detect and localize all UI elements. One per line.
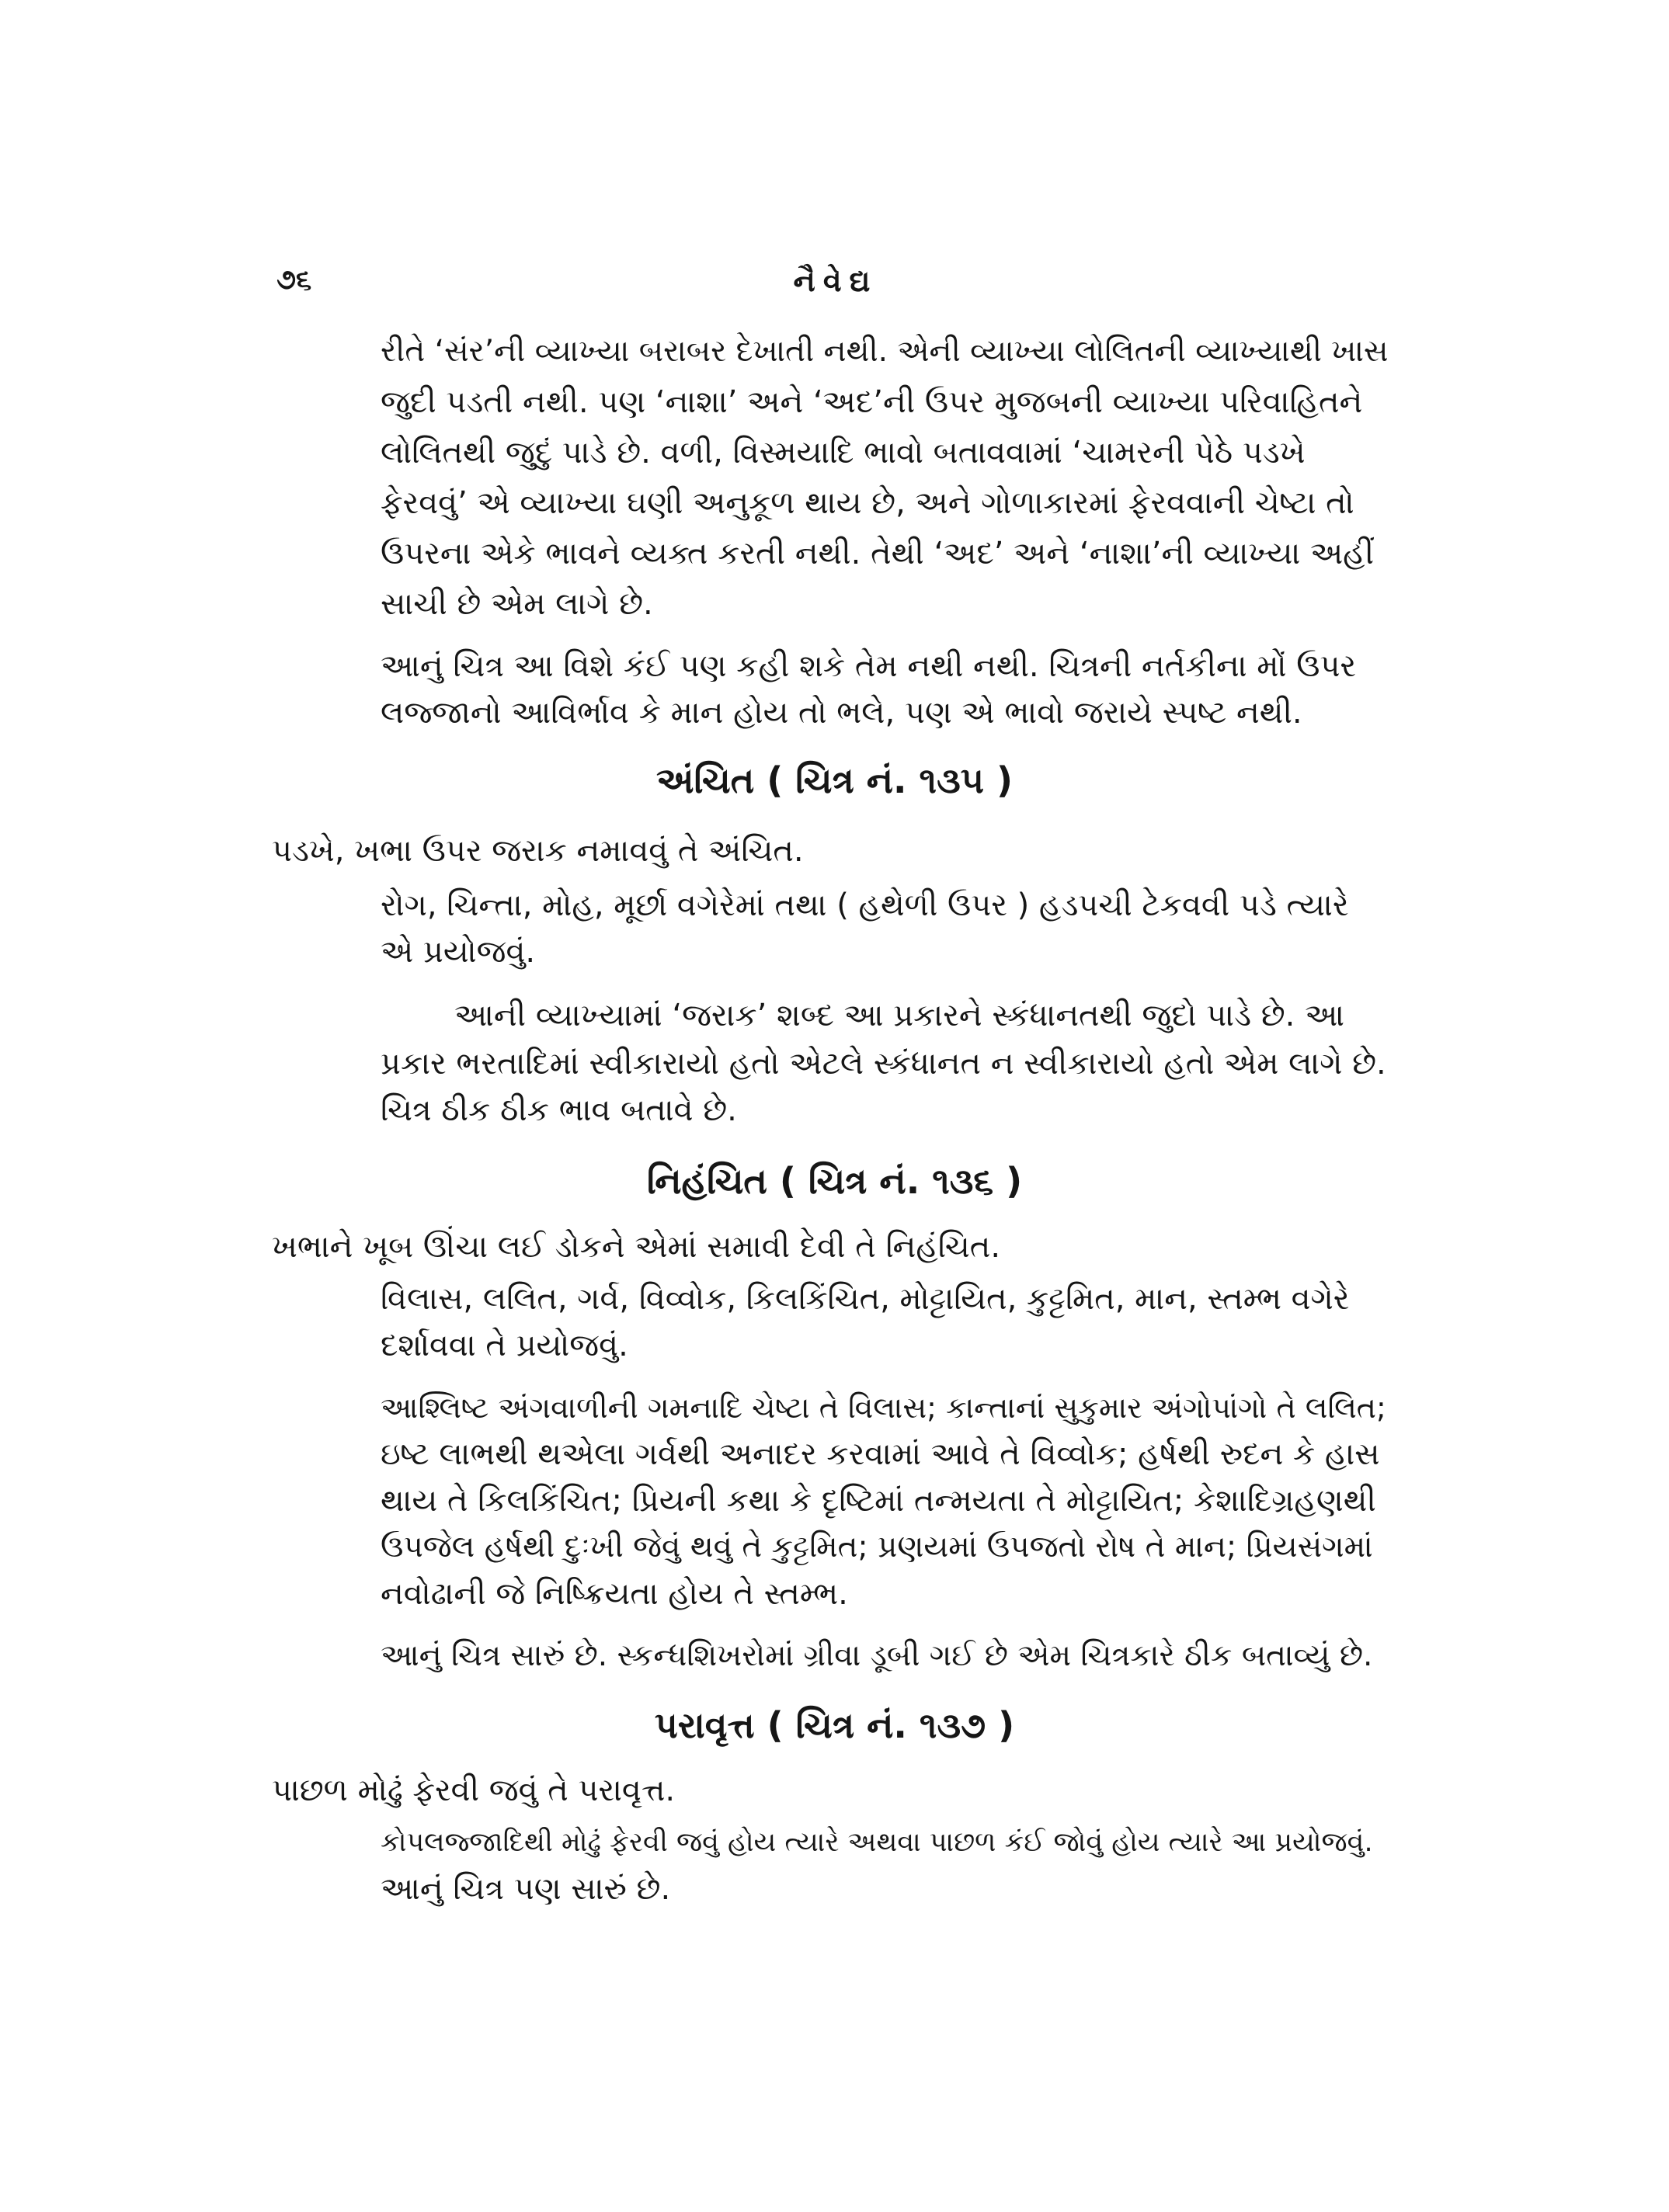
text-line: લજ્જાનો આવિર્ભાવ કે માન હોય તો ભલે, પણ એ ભાવો જરાયે સ્પષ્ટ નથી. (381, 695, 1302, 731)
text-line: નવોઢાની જે નિષ્ક્રિયતા હોય તે સ્તમ્ભ. (381, 1576, 848, 1612)
text-line: આનું ચિત્ર સારું છે. સ્કન્ધશિખરોમાં ગ્રીવા ડૂબી ગઈ છે એમ ચિત્રકારે ઠીક બતાવ્યું છે. (381, 1638, 1373, 1673)
text-line: દર્શાવવા તે પ્રયોજવું. (381, 1328, 628, 1363)
section-heading-paravritt: પરાવૃત્ત ( ચિત્ર નં. ૧૩૭ ) (654, 1704, 1015, 1746)
text-line: રીતે ‘સંર’ની વ્યાખ્યા બરાબર દેખાતી નથી. એની વ્યાખ્યા લોલિતની વ્યાખ્યાથી ખાસ (381, 334, 1389, 369)
definition-line: પાછળ મોઢું ફેરવી જવું તે પરાવૃત્ત. (272, 1773, 676, 1808)
text-line: આની વ્યાખ્યામાં ‘જરાક’ શબ્દ આ પ્રકારને સ્કંધાનતથી જુદો પાડે છે. આ (454, 998, 1344, 1033)
section-heading-nihanchit: નિહંચિત ( ચિત્ર નં. ૧૩૬ ) (646, 1160, 1023, 1202)
text-line: સાચી છે એમ લાગે છે. (381, 586, 653, 622)
text-line: રોગ, ચિન્તા, મોહ, મૂર્છા વગેરેમાં તથા ( હથેળી ઉપર ) હડપચી ટેકવવી પડે ત્યારે (381, 887, 1349, 923)
definition-line: પડખે, ખભા ઉપર જરાક નમાવવું તે અંચિત. (272, 833, 804, 869)
running-title: નૈવેદ્ય (793, 264, 878, 298)
text-line: લોલિતથી જુદું પાડે છે. વળી, વિસ્મયાદિ ભાવો બતાવવામાં ‘ચામરની પેઠે પડખે (381, 435, 1306, 471)
definition-line: ખભાને ખૂબ ઊંચા લઈ ડોકને એમાં સમાવી દેવી તે નિહંચિત. (272, 1229, 1001, 1265)
text-line: ઉપરના એકે ભાવને વ્યક્ત કરતી નથી. તેથી ‘અદ’ અને ‘નાશા’ની વ્યાખ્યા અહીં (381, 536, 1375, 571)
text-line: આનું ચિત્ર આ વિશે કંઈ પણ કહી શકે તેમ નથી નથી. ચિત્રની નર્તકીના મોં ઉપર (381, 648, 1357, 684)
text-line: ઇષ્ટ લાભથી થએલા ગર્વથી અનાદર કરવામાં આવે તે વિવ્વોક; હર્ષથી રુદન કે હાસ (381, 1436, 1380, 1472)
text-line: આશ્લિષ્ટ અંગવાળીની ગમનાદિ ચેષ્ટા તે વિલાસ; કાન્તાનાં સુકુમાર અંગોપાંગો તે લલિત; (381, 1391, 1386, 1425)
text-line: જુદી પડતી નથી. પણ ‘નાશા’ અને ‘અદ’ની ઉપર મુજબની વ્યાખ્યા પરિવાહિતને (381, 384, 1363, 420)
text-line: ઉપજેલ હર્ષથી દુઃખી જેવું થવું તે કુટ્ટમિત; પ્રણયમાં ઉપજતો રોષ તે માન; પ્રિયસંગમાં (381, 1530, 1373, 1564)
text-line: વિલાસ, લલિત, ગર્વ, વિવ્વોક, કિલકિંચિત, મોટ્ટાયિત, કુટ્ટમિત, માન, સ્તમ્ભ વગેરે (381, 1281, 1350, 1317)
page-header (276, 264, 1395, 311)
page-number: ૭૬ (276, 264, 312, 296)
text-line: પ્રકાર ભરતાદિમાં સ્વીકારાયો હતો એટલે સ્કંધાનત ન સ્વીકારાયો હતો એમ લાગે છે. (381, 1046, 1386, 1082)
text-line: એ પ્રયોજવું. (381, 934, 536, 970)
text-line: ચિત્ર ઠીક ઠીક ભાવ બતાવે છે. (381, 1092, 737, 1128)
text-line: કોપલજ્જાદિથી મોઢું ફેરવી જવું હોય ત્યારે અથવા પાછળ કંઈ જોવું હોય ત્યારે આ પ્રયોજવું. (381, 1827, 1373, 1858)
text-line: થાય તે કિલકિંચિત; પ્રિયની કથા કે દૃષ્ટિમાં તન્મયતા તે મોટ્ટાયિત; કેશાદિગ્રહણથી (381, 1483, 1376, 1519)
text-line: આનું ચિત્ર પણ સારું છે. (381, 1871, 671, 1907)
text-line: ફેરવવું’ એ વ્યાખ્યા ઘણી અનુકૂળ થાય છે, અને ગોળાકારમાં ફેરવવાની ચેષ્ટા તો (381, 485, 1354, 521)
section-heading-anchit: અંચિત ( ચિત્ર નં. ૧૩૫ ) (656, 759, 1013, 801)
